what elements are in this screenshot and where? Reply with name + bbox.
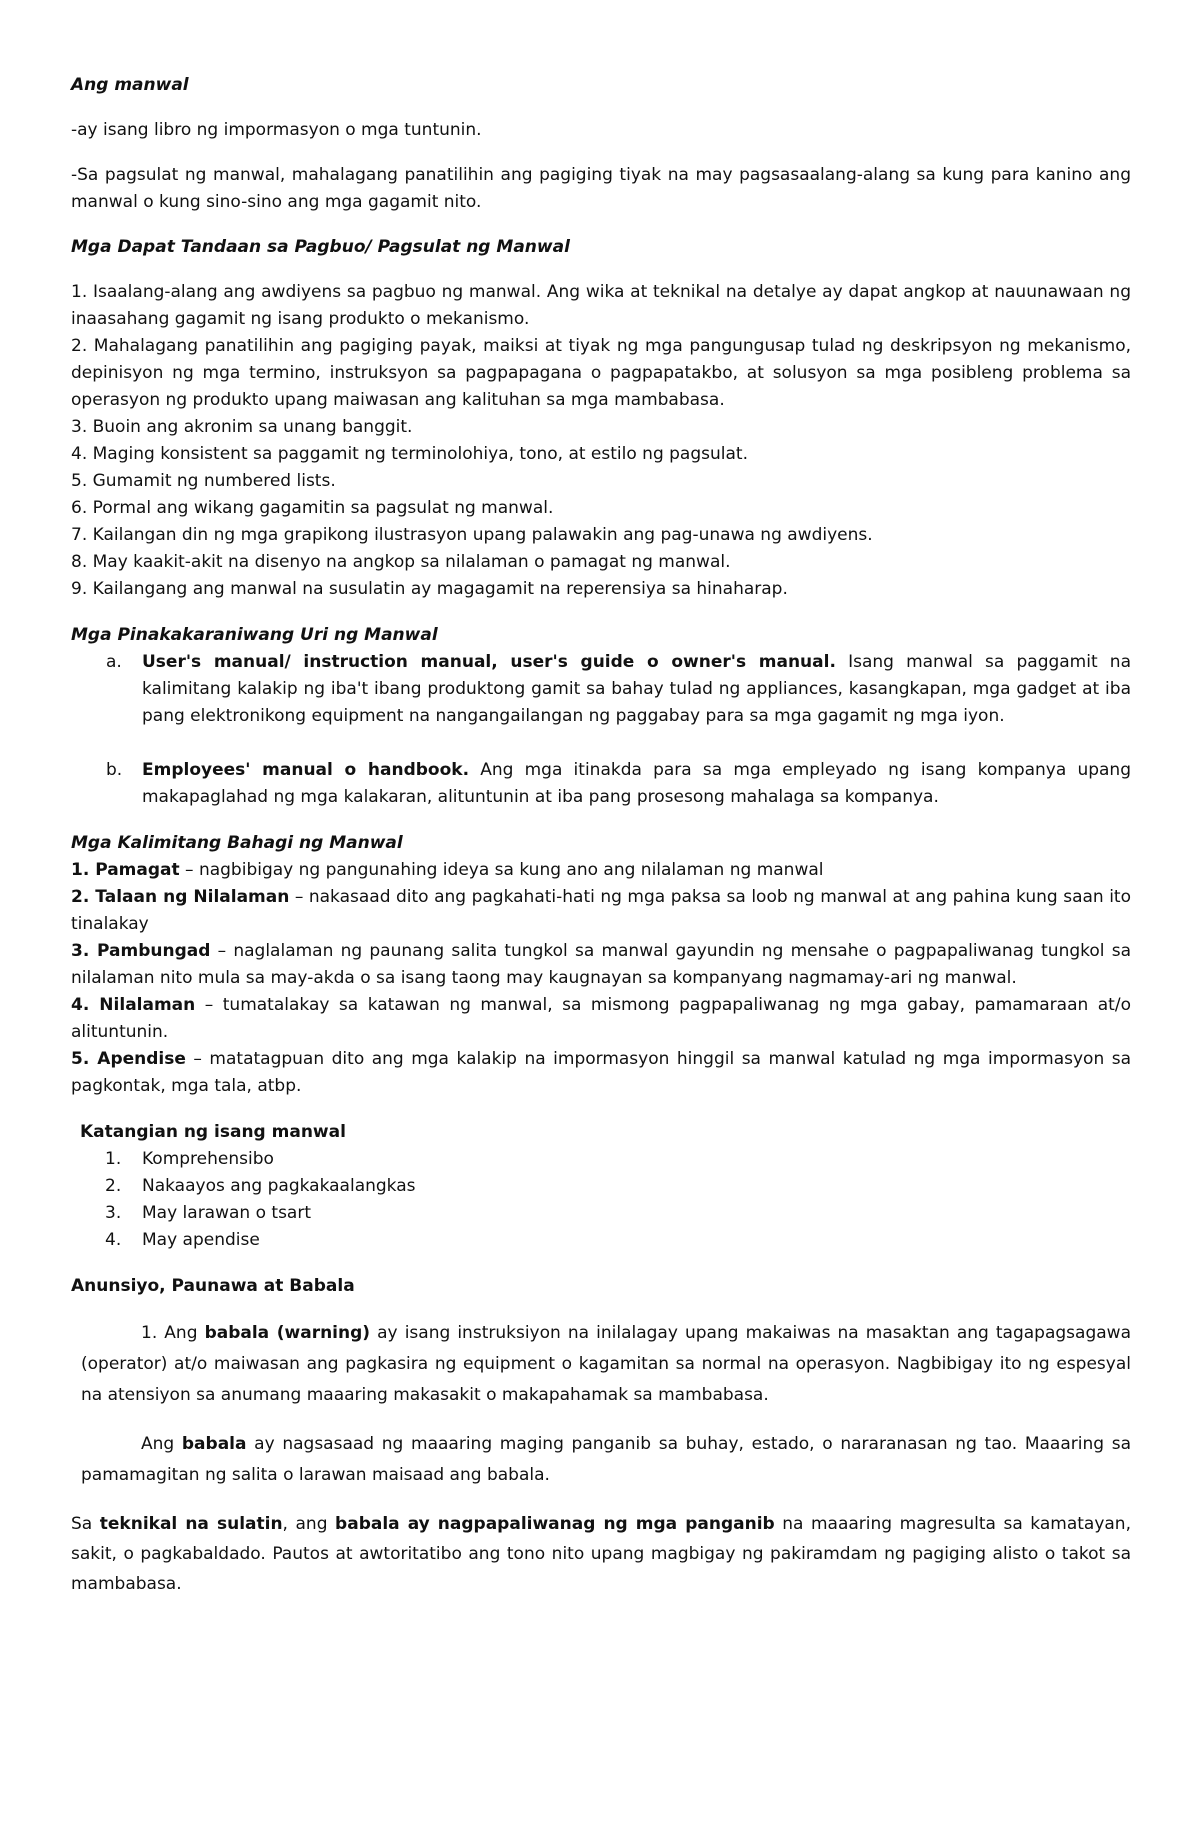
warning-term: babala (warning) [204, 1323, 371, 1343]
trait-text: Nakaayos ang pagkakaalangkas [142, 1176, 416, 1196]
type-description: Ang mga itinakda para sa mga empleyado ng isang kompanya upang makapaglahad ng mga kalakaran, alituntunin at iba pang prosesong mahalaga sa kompanya. [142, 760, 1132, 807]
trait-item [71, 1200, 1131, 1227]
warning-paragraph-2 [71, 1429, 1131, 1491]
type-term: Employees' manual o handbook. [142, 760, 470, 780]
list-marker: 4. [105, 1230, 122, 1250]
part-term: 5. Apendise [71, 1049, 186, 1069]
part-term: 1. Pamagat [71, 860, 180, 880]
trait-item [71, 1173, 1131, 1200]
part-description: – nakasaad dito ang pagkahati-hati ng mga paksa sa loob ng manwal at ang pahina kung saan ito tinalakay [71, 887, 1131, 934]
part-item [71, 938, 1131, 992]
list-marker: 3. [105, 1203, 122, 1223]
part-description: – naglalaman ng paunang salita tungkol sa manwal gayundin ng mensahe o pagpapaliwanag tungkol sa nilalaman nito mula sa may-akda o sa isang taong may kaugnayan sa kompanyang nagmamay-ari ng manwal. [71, 941, 1132, 988]
list-marker: 1. [105, 1149, 122, 1169]
guidelines-heading: Mga Dapat Tandaan sa Pagbuo/ Pagsulat ng Manwal [71, 237, 570, 257]
part-description: – tumatalakay sa katawan ng manwal, sa mismong pagpapaliwanag ng mga gabay, pamamaraan at/o alituntunin. [71, 995, 1131, 1042]
trait-text: May apendise [142, 1230, 260, 1250]
warning-text: ay nagsasaad ng maaaring maging panganib sa buhay, estado, o nararanasan ng tao. Maaaring sa pamamagitan ng salita o larawan maisaad ang babala. [81, 1434, 1131, 1485]
part-term: 2. Talaan ng Nilalaman [71, 887, 290, 907]
page-title: Ang manwal [71, 75, 189, 95]
part-term: 3. Pambungad [71, 941, 211, 961]
list-marker: b. [106, 760, 123, 780]
guideline-item: 7. Kailangan din ng mga grapikong ilustrasyon upang palawakin ang pag-unawa ng awdiyens. [71, 525, 873, 545]
list-marker: 2. [105, 1176, 122, 1196]
part-description: – nagbibigay ng pangunahing ideya sa kung ano ang nilalaman ng manwal [179, 860, 824, 880]
list-marker: a. [106, 652, 122, 672]
part-term: 4. Nilalaman [71, 995, 196, 1015]
guideline-item: 3. Buoin ang akronim sa unang banggit. [71, 417, 413, 437]
warning-paragraph-3 [71, 1509, 1131, 1599]
part-description: – matatagpuan dito ang mga kalakip na impormasyon hinggil sa manwal katulad ng mga impormasyon sa pagkontak, mga tala, atbp. [71, 1049, 1131, 1096]
guidelines-list [71, 279, 1131, 603]
types-heading: Mga Pinakakaraniwang Uri ng Manwal [71, 625, 438, 645]
warning-text: ay isang instruksiyon na inilalagay upang makaiwas na masaktan ang tagapagsagawa (operator) at/o maiwasan ang pagkasira ng equipment o kagamitan sa normal na operasyon. Nagbibigay ito ng espesyal na atensiyon sa anumang maaaring makasakit o makapahamak sa mambabasa. [81, 1323, 1131, 1405]
guideline-item: 1. Isaalang-alang ang awdiyens sa pagbuo ng manwal. Ang wika at teknikal na detalye ay dapat angkop at nauunawaan ng inaasahang gagamit ng isang produkto o mekanismo. [71, 282, 1131, 329]
parts-list [71, 857, 1131, 1100]
part-item [71, 1046, 1131, 1100]
type-item [71, 649, 1131, 730]
part-item [71, 857, 1131, 884]
trait-text: May larawan o tsart [142, 1203, 311, 1223]
parts-heading: Mga Kalimitang Bahagi ng Manwal [71, 833, 403, 853]
type-term: User's manual/ instruction manual, user's guide o owner's manual. [142, 652, 836, 672]
part-item [71, 992, 1131, 1046]
warning-text: Sa [71, 1514, 100, 1534]
warning-term: teknikal na sulatin [99, 1514, 283, 1534]
type-item [71, 757, 1131, 811]
warning-paragraph-1 [71, 1318, 1131, 1411]
warning-text: , ang [282, 1514, 336, 1534]
intro-line-1: -ay isang libro ng impormasyon o mga tuntunin. [71, 120, 482, 140]
warning-term: babala [181, 1434, 247, 1454]
warning-text: na maaaring magresulta sa kamatayan, sakit, o pagkabaldado. Pautos at awtoritatibo ang tono nito upang magbigay ng pakiramdam ng pagiging alisto o takot sa mambabasa. [71, 1514, 1131, 1594]
guideline-item: 6. Pormal ang wikang gagamitin sa pagsulat ng manwal. [71, 498, 554, 518]
warning-text: Ang [141, 1434, 182, 1454]
warning-term: babala ay nagpapaliwanag ng mga panganib [335, 1514, 775, 1534]
guideline-item: 5. Gumamit ng numbered lists. [71, 471, 336, 491]
part-item [71, 884, 1131, 938]
trait-item [71, 1146, 1131, 1173]
guideline-item: 4. Maging konsistent sa paggamit ng terminolohiya, tono, at estilo ng pagsulat. [71, 444, 748, 464]
warning-text: 1. Ang [141, 1323, 205, 1343]
trait-text: Komprehensibo [142, 1149, 274, 1169]
guideline-item: 2. Mahalagang panatilihin ang pagiging payak, maiksi at tiyak ng mga pangungusap tulad ng deskripsyon ng mekanismo, depinisyon ng mga termino, instruksyon sa pagpapagana o pagpapatakbo, at solusyon sa mga posibleng problema sa operasyon ng produkto upang maiwasan ang kalituhan sa mga mambabasa. [71, 336, 1131, 410]
traits-list [71, 1146, 1131, 1254]
guideline-item: 8. May kaakit-akit na disenyo na angkop sa nilalaman o pamagat ng manwal. [71, 552, 731, 572]
type-description: Isang manwal sa paggamit na kalimitang kalakip ng iba't ibang produktong gamit sa bahay tulad ng appliances, kasangkapan, mga gadget at iba pang elektronikong equipment na nangangailangan ng paggabay para sa mga gagamit ng mga iyon. [142, 652, 1131, 726]
warning-heading: Anunsiyo, Paunawa at Babala [71, 1276, 355, 1296]
intro-line-2: -Sa pagsulat ng manwal, mahalagang panatilihin ang pagiging tiyak na may pagsasaalang-alang sa kung para kanino ang manwal o kung sino-sino ang mga gagamit nito. [71, 165, 1131, 212]
types-list [71, 649, 1131, 811]
trait-item [71, 1227, 1131, 1254]
traits-heading: Katangian ng isang manwal [80, 1122, 346, 1142]
guideline-item: 9. Kailangang ang manwal na susulatin ay magagamit na reperensiya sa hinaharap. [71, 579, 788, 599]
